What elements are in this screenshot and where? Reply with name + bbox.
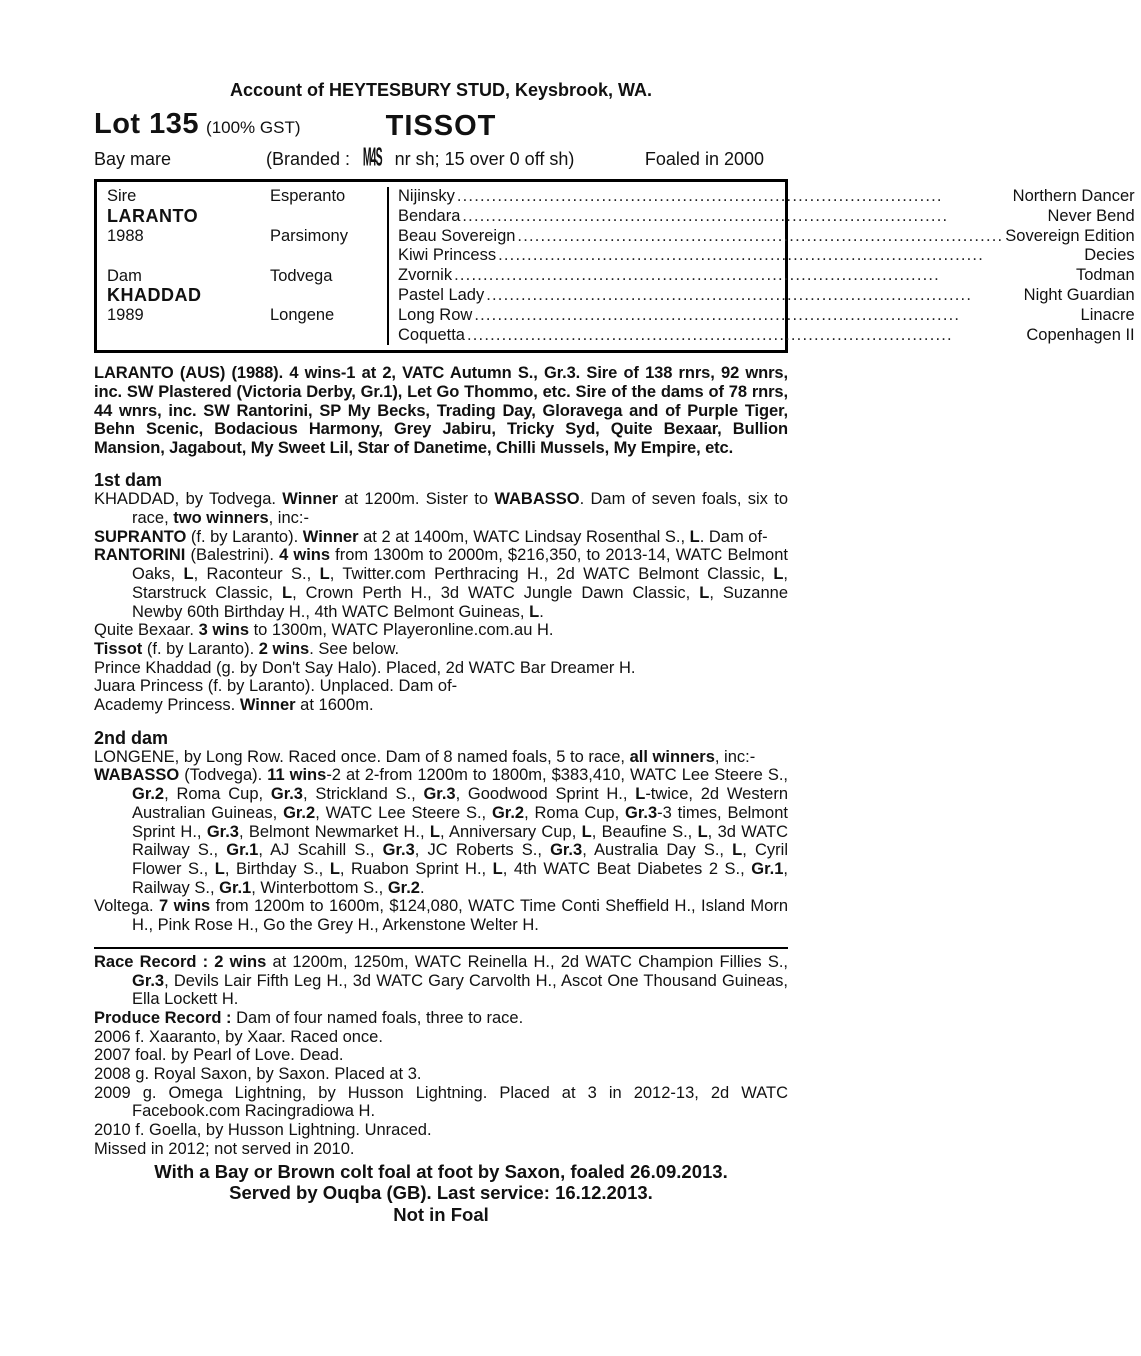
service-note: Served by Ouqba (GB). Last service: 16.12.2013. bbox=[229, 1182, 653, 1204]
produce-record-intro: Produce Record : Dam of four named foals, three to race. bbox=[94, 1008, 524, 1027]
brand-prefix: (Branded : bbox=[266, 149, 351, 169]
dam-year: 1989 bbox=[107, 306, 144, 325]
dam-name: KHADDAD bbox=[107, 285, 202, 306]
grandparent-row bbox=[398, 227, 1135, 247]
pedigree-left-columns bbox=[97, 187, 387, 345]
gp-dam: Northern Dancer bbox=[1012, 187, 1135, 205]
vendor-account: Account of HEYTESBURY STUD, Keysbrook, WA. bbox=[229, 80, 653, 100]
second-dam-heading: 2nd dam bbox=[94, 727, 169, 748]
gp-sire: Coquetta bbox=[398, 325, 465, 344]
grandparent-row bbox=[398, 266, 1135, 286]
gp-dam: Linacre bbox=[1080, 305, 1135, 324]
foal-at-foot-note: With a Bay or Brown colt foal at foot by Saxon, foaled 26.09.2013. bbox=[154, 1160, 728, 1182]
gp-dam: Todman bbox=[1075, 266, 1135, 285]
race-record: Race Record : 2 wins at 1200m, 1250m, WATC Reinella H., 2d WATC Champion Fillies S., Gr.3, Devils Lair Fifth Leg H., 3d WATC Gary Carvolth H., Ascot One Thousand Guineas, Ella Lockett H. bbox=[94, 952, 788, 1009]
brand-suffix: nr sh; 15 over 0 off sh) bbox=[394, 149, 575, 169]
gp-sire: Zvornik bbox=[398, 266, 453, 285]
grandparent-row bbox=[398, 207, 1135, 227]
gp-dam: Never Bend bbox=[1047, 206, 1135, 225]
foot-notes bbox=[94, 1161, 788, 1226]
sire-label: Sire bbox=[107, 187, 137, 206]
grandparent-row bbox=[398, 306, 1135, 326]
brand-mark: M4S bbox=[362, 142, 382, 172]
catalogue-entry: RANTORINI (Balestrini). 4 wins from 1300m to 2000m, $216,350, to 2013-14, WATC Belmont Oaks, L, Raconteur S., L, Twitter.com Perthracing H., 2d WATC Belmont Classic, L, Starstruck Classic, L, Crown Perth H., 3d WATC Jungle Dawn Classic, L, Suzanne Newby 60th Birthday H., 4th WATC Belmont Guineas, L. bbox=[94, 546, 789, 621]
dam-sire: Todvega bbox=[270, 266, 333, 285]
colour-sex: Bay mare bbox=[94, 149, 172, 169]
sire-sire: Esperanto bbox=[270, 187, 346, 206]
dam-label: Dam bbox=[107, 266, 142, 285]
catalogue-entry: Academy Princess. Winner at 1600m. bbox=[94, 696, 374, 715]
gp-sire: Pastel Lady bbox=[398, 285, 485, 304]
produce-entry: Missed in 2012; not served in 2010. bbox=[94, 1139, 355, 1158]
catalogue-entry: Prince Khaddad (g. by Don't Say Halo). Placed, 2d WATC Bar Dreamer H. bbox=[94, 658, 636, 677]
gp-sire: Long Row bbox=[398, 305, 473, 324]
sire-summary: LARANTO (AUS) (1988). 4 wins-1 at 2, VATC Autumn S., Gr.3. Sire of 138 rnrs, 92 wnrs, inc. SW Plastered (Victoria Derby, Gr.1), Let Go Thommo, etc. Sire of the dams of 78 rnrs, 44 wnrs, inc. SW Rantorini, SP My Becks, Trading Day, Gloravega and of Purple Tiger, Behn Scenic, Bodacious Harmony, Grey Jabiru, Tricky Syd, Quite Bexaar, Bullion Mansion, Jagabout, My Sweet Lil, Star of Danetime, Chilli Mussels, My Empire, etc. bbox=[94, 364, 788, 457]
catalogue-entry: Juara Princess (f. by Laranto). Unplaced. Dam of- bbox=[94, 677, 458, 696]
description-row bbox=[94, 142, 788, 172]
gp-sire: Beau Sovereign bbox=[398, 226, 516, 245]
produce-entry: 2010 f. Goella, by Husson Lightning. Unraced. bbox=[94, 1121, 432, 1140]
produce-entry: 2008 g. Royal Saxon, by Saxon. Placed at 3. bbox=[94, 1065, 422, 1084]
grandparent-row bbox=[398, 246, 1135, 266]
gp-sire: Nijinsky bbox=[398, 187, 455, 205]
foaling-year: Foaled in 2000 bbox=[644, 149, 764, 169]
dot-leader bbox=[474, 306, 1078, 326]
catalogue-entry: SUPRANTO (f. by Laranto). Winner at 2 at 1400m, WATC Lindsay Rosenthal S., L. Dam of- bbox=[94, 527, 768, 546]
sire-dam: Parsimony bbox=[270, 226, 348, 245]
catalogue-entry: KHADDAD, by Todvega. Winner at 1200m. Sister to WABASSO. Dam of seven foals, six to race, two winners, inc:- bbox=[94, 490, 788, 528]
gp-dam: Decies bbox=[1084, 246, 1135, 265]
grandparents-column bbox=[387, 187, 1141, 345]
sire-name: LARANTO bbox=[107, 206, 199, 227]
lot-header bbox=[94, 106, 788, 144]
catalogue-entry: Voltega. 7 wins from 1200m to 1600m, $124,080, WATC Time Conti Sheffield H., Island Morn H., Pink Rose H., Go the Grey H., Arkenstone Welter H. bbox=[94, 897, 788, 935]
dot-leader bbox=[486, 286, 1021, 306]
section-divider bbox=[94, 947, 788, 949]
gst-note: (100% GST) bbox=[206, 118, 301, 137]
dot-leader bbox=[457, 187, 1011, 207]
dot-leader bbox=[498, 246, 1082, 266]
dot-leader bbox=[517, 227, 1003, 247]
dot-leader bbox=[454, 266, 1074, 286]
dot-leader bbox=[462, 207, 1045, 227]
horse-name: TISSOT bbox=[385, 110, 497, 142]
lot-number: Lot 135 bbox=[94, 108, 200, 140]
pedigree-table bbox=[94, 179, 1135, 353]
grandparent-row bbox=[398, 286, 1135, 306]
foal-status: Not in Foal bbox=[393, 1203, 489, 1225]
catalogue-page bbox=[94, 0, 1135, 1225]
catalogue-entry: WABASSO (Todvega). 11 wins-2 at 2-from 1200m to 1800m, $383,410, WATC Lee Steere S., Gr.2, Roma Cup, Gr.3, Strickland S., Gr.3, Goodwood Sprint H., L-twice, 2d Western Australian Guineas, Gr.2, WATC Lee Steere S., Gr.2, Roma Cup, Gr.3-3 times, Belmont Sprint H., Gr.3, Belmont Newmarket H., L, Anniversary Cup, L, Beaufine S., L, 3d WATC Railway S., Gr.1, AJ Scahill S., Gr.3, JC Roberts S., Gr.3, Australia Day S., L, Cyril Flower S., L, Birthday S., L, Ruabon Sprint H., L, 4th WATC Beat Diabetes 2 S., Gr.1, Railway S., Gr.1, Winterbottom S., Gr.2. bbox=[94, 766, 789, 897]
gp-sire: Kiwi Princess bbox=[398, 246, 497, 265]
sire-year: 1988 bbox=[107, 226, 144, 245]
grandparent-row bbox=[398, 187, 1135, 207]
gp-dam: Night Guardian bbox=[1023, 285, 1135, 304]
gp-sire: Bendara bbox=[398, 206, 461, 225]
produce-entry: 2007 foal. by Pearl of Love. Dead. bbox=[94, 1046, 344, 1065]
catalogue-entry: Tissot (f. by Laranto). 2 wins. See below. bbox=[94, 639, 400, 658]
gp-dam: Copenhagen II bbox=[1026, 325, 1135, 344]
dam-dam: Longene bbox=[270, 306, 335, 325]
brand-description bbox=[266, 142, 645, 172]
produce-entry: 2009 g. Omega Lightning, by Husson Lightning. Placed at 3 in 2012-13, 2d WATC Facebook.com Racingradiowa H. bbox=[94, 1083, 788, 1121]
first-dam-heading: 1st dam bbox=[94, 470, 163, 491]
gp-dam: Sovereign Edition bbox=[1005, 226, 1135, 245]
catalogue-entry: LONGENE, by Long Row. Raced once. Dam of 8 named foals, 5 to race, all winners, inc:- bbox=[94, 747, 756, 766]
grandparent-row bbox=[398, 326, 1135, 346]
produce-entry: 2006 f. Xaaranto, by Xaar. Raced once. bbox=[94, 1027, 383, 1046]
dot-leader bbox=[467, 326, 1024, 346]
catalogue-entry: Quite Bexaar. 3 wins to 1300m, WATC Playeronline.com.au H. bbox=[94, 621, 554, 640]
